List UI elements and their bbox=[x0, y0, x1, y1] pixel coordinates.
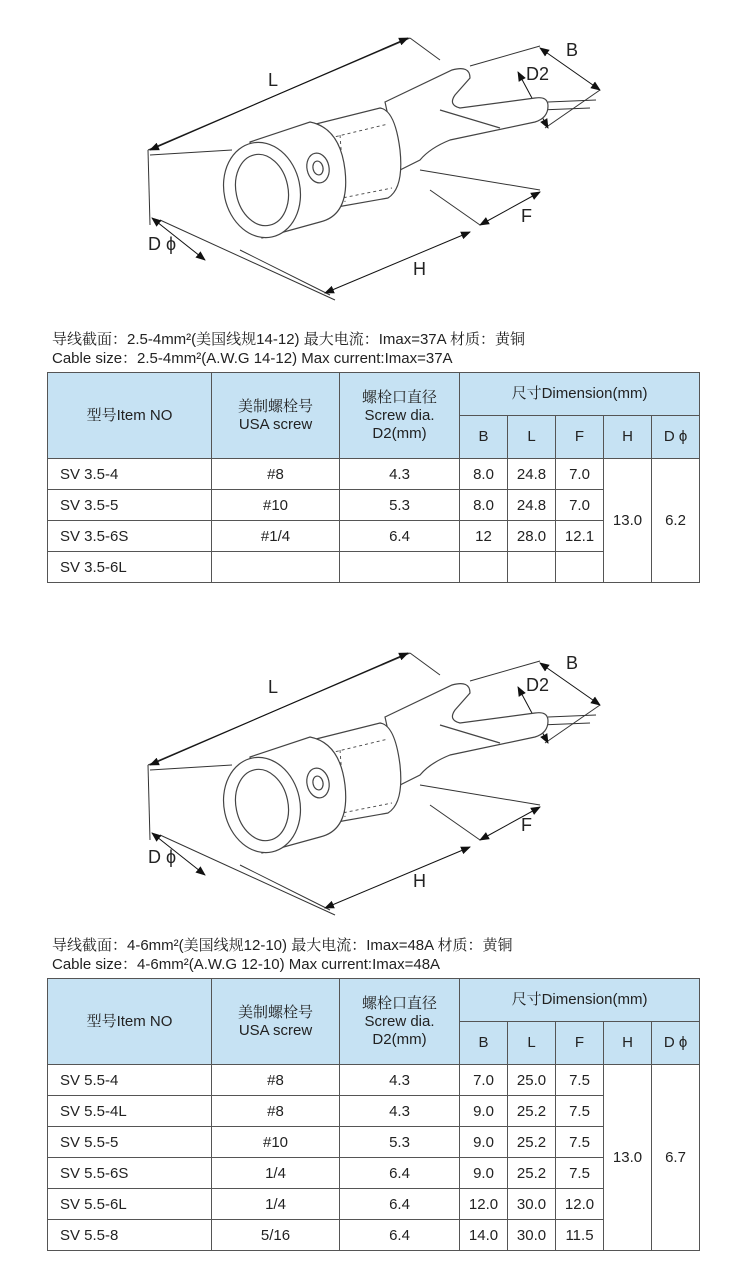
cell-Dphi-shared: 6.2 bbox=[652, 459, 700, 583]
cell-usa: 5/16 bbox=[212, 1220, 340, 1251]
table-row bbox=[48, 1220, 700, 1251]
header-H: H bbox=[604, 1022, 652, 1065]
cell-usa bbox=[212, 552, 340, 583]
cell-model: SV 5.5-4L bbox=[48, 1096, 212, 1127]
header-usa-cn: 美制螺栓号 bbox=[237, 397, 313, 415]
header-screw-en: Screw dia. bbox=[364, 406, 435, 424]
table-row bbox=[48, 1189, 700, 1220]
cell-L: 25.2 bbox=[508, 1127, 556, 1158]
header-usa-screw bbox=[212, 373, 340, 459]
header-dimension: 尺寸Dimension(mm) bbox=[460, 979, 700, 1022]
cell-L: 24.8 bbox=[508, 490, 556, 521]
header-usa-screw bbox=[212, 979, 340, 1065]
cell-L: 24.8 bbox=[508, 459, 556, 490]
cell-F: 11.5 bbox=[556, 1220, 604, 1251]
cell-Dphi-shared: 6.7 bbox=[652, 1065, 700, 1251]
spec-line-en-1: Cable size：2.5-4mm²(A.W.G 14-12) Max current:Imax=37A bbox=[52, 350, 453, 367]
table-row bbox=[48, 552, 700, 583]
cell-usa: #8 bbox=[212, 1065, 340, 1096]
table-row bbox=[48, 490, 700, 521]
header-B: B bbox=[460, 416, 508, 459]
cell-d2: 6.4 bbox=[340, 521, 460, 552]
cell-L: 25.2 bbox=[508, 1096, 556, 1127]
dim-label-D2: D2 bbox=[526, 675, 550, 695]
terminal-diagram-2 bbox=[0, 625, 750, 925]
spec-line-cn-2: 导线截面：4-6mm²(美国线规12-10) 最大电流：Imax=48A 材质：黄铜 bbox=[52, 937, 513, 954]
dim-label-L: L bbox=[268, 70, 279, 90]
cell-usa: #8 bbox=[212, 459, 340, 490]
cell-model: SV 5.5-4 bbox=[48, 1065, 212, 1096]
cell-usa: #10 bbox=[212, 490, 340, 521]
header-B: B bbox=[460, 1022, 508, 1065]
cell-F: 7.5 bbox=[556, 1065, 604, 1096]
spec-line-en-2: Cable size：4-6mm²(A.W.G 12-10) Max current:Imax=48A bbox=[52, 956, 441, 973]
cell-d2: 6.4 bbox=[340, 1189, 460, 1220]
table-row bbox=[48, 1127, 700, 1158]
cell-d2: 6.4 bbox=[340, 1220, 460, 1251]
header-F: F bbox=[556, 1022, 604, 1065]
header-screw-unit: D2(mm) bbox=[372, 424, 427, 442]
table-row bbox=[48, 459, 700, 490]
cell-F: 7.0 bbox=[556, 490, 604, 521]
cell-H-shared: 13.0 bbox=[604, 1065, 652, 1251]
dim-label-H: H bbox=[413, 259, 426, 279]
cell-model: SV 3.5-6S bbox=[48, 521, 212, 552]
cell-F: 7.5 bbox=[556, 1158, 604, 1189]
dim-label-Dphi: D ϕ bbox=[148, 234, 177, 254]
header-Dphi: D ϕ bbox=[652, 416, 700, 459]
cell-B: 8.0 bbox=[460, 490, 508, 521]
header-screw-dia bbox=[340, 373, 460, 459]
cell-model: SV 3.5-4 bbox=[48, 459, 212, 490]
header-usa-en: USA screw bbox=[238, 415, 313, 433]
header-L: L bbox=[508, 416, 556, 459]
header-screw-cn: 螺栓口直径 bbox=[361, 388, 437, 406]
cell-L: 25.2 bbox=[508, 1158, 556, 1189]
dimension-table-1 bbox=[47, 372, 700, 583]
cell-d2: 5.3 bbox=[340, 490, 460, 521]
cell-B: 9.0 bbox=[460, 1096, 508, 1127]
cell-usa: #10 bbox=[212, 1127, 340, 1158]
dim-label-B: B bbox=[566, 40, 579, 60]
cell-B: 9.0 bbox=[460, 1127, 508, 1158]
header-screw-cn: 螺栓口直径 bbox=[361, 994, 437, 1012]
cell-usa: #8 bbox=[212, 1096, 340, 1127]
cell-model: SV 3.5-6L bbox=[48, 552, 212, 583]
cell-model: SV 5.5-6S bbox=[48, 1158, 212, 1189]
cell-L: 28.0 bbox=[508, 521, 556, 552]
cell-F: 7.0 bbox=[556, 459, 604, 490]
cell-H-shared: 13.0 bbox=[604, 459, 652, 583]
cell-L: 25.0 bbox=[508, 1065, 556, 1096]
cell-F: 7.5 bbox=[556, 1096, 604, 1127]
dim-label-B: B bbox=[566, 653, 579, 673]
cell-F: 12.0 bbox=[556, 1189, 604, 1220]
header-item: 型号Item NO bbox=[48, 373, 212, 459]
cell-B bbox=[460, 552, 508, 583]
table-row bbox=[48, 1158, 700, 1189]
table-row bbox=[48, 1065, 700, 1096]
cell-d2: 4.3 bbox=[340, 1096, 460, 1127]
dim-label-L: L bbox=[268, 677, 279, 697]
cell-d2 bbox=[340, 552, 460, 583]
header-F: F bbox=[556, 416, 604, 459]
table-row bbox=[48, 521, 700, 552]
cell-B: 7.0 bbox=[460, 1065, 508, 1096]
cell-model: SV 5.5-8 bbox=[48, 1220, 212, 1251]
cell-L bbox=[508, 552, 556, 583]
cell-d2: 6.4 bbox=[340, 1158, 460, 1189]
cell-B: 8.0 bbox=[460, 459, 508, 490]
header-H: H bbox=[604, 416, 652, 459]
header-L: L bbox=[508, 1022, 556, 1065]
dim-label-H: H bbox=[413, 871, 426, 891]
cell-B: 14.0 bbox=[460, 1220, 508, 1251]
dim-label-F: F bbox=[521, 815, 532, 835]
header-usa-cn: 美制螺栓号 bbox=[237, 1003, 313, 1021]
cell-d2: 4.3 bbox=[340, 1065, 460, 1096]
header-screw-dia bbox=[340, 979, 460, 1065]
cell-L: 30.0 bbox=[508, 1189, 556, 1220]
dim-label-D2: D2 bbox=[526, 64, 550, 84]
cell-model: SV 5.5-6L bbox=[48, 1189, 212, 1220]
cell-B: 9.0 bbox=[460, 1158, 508, 1189]
header-Dphi: D ϕ bbox=[652, 1022, 700, 1065]
cell-F bbox=[556, 552, 604, 583]
cell-B: 12.0 bbox=[460, 1189, 508, 1220]
cell-d2: 4.3 bbox=[340, 459, 460, 490]
cell-B: 12 bbox=[460, 521, 508, 552]
cell-model: SV 3.5-5 bbox=[48, 490, 212, 521]
header-item: 型号Item NO bbox=[48, 979, 212, 1065]
table-row bbox=[48, 1096, 700, 1127]
cell-usa: 1/4 bbox=[212, 1158, 340, 1189]
cell-model: SV 5.5-5 bbox=[48, 1127, 212, 1158]
header-usa-en: USA screw bbox=[238, 1021, 313, 1039]
cell-usa: 1/4 bbox=[212, 1189, 340, 1220]
dim-label-F: F bbox=[521, 206, 532, 226]
dim-label-Dphi: D ϕ bbox=[148, 847, 177, 867]
header-dimension: 尺寸Dimension(mm) bbox=[460, 373, 700, 416]
header-screw-en: Screw dia. bbox=[364, 1012, 435, 1030]
cell-L: 30.0 bbox=[508, 1220, 556, 1251]
terminal-diagram-1 bbox=[0, 10, 750, 310]
cell-F: 12.1 bbox=[556, 521, 604, 552]
header-screw-unit: D2(mm) bbox=[372, 1030, 427, 1048]
cell-F: 7.5 bbox=[556, 1127, 604, 1158]
cell-d2: 5.3 bbox=[340, 1127, 460, 1158]
cell-usa: #1/4 bbox=[212, 521, 340, 552]
dimension-table-2 bbox=[47, 978, 700, 1251]
spec-line-cn-1: 导线截面：2.5-4mm²(美国线规14-12) 最大电流：Imax=37A 材质：黄铜 bbox=[52, 331, 525, 348]
